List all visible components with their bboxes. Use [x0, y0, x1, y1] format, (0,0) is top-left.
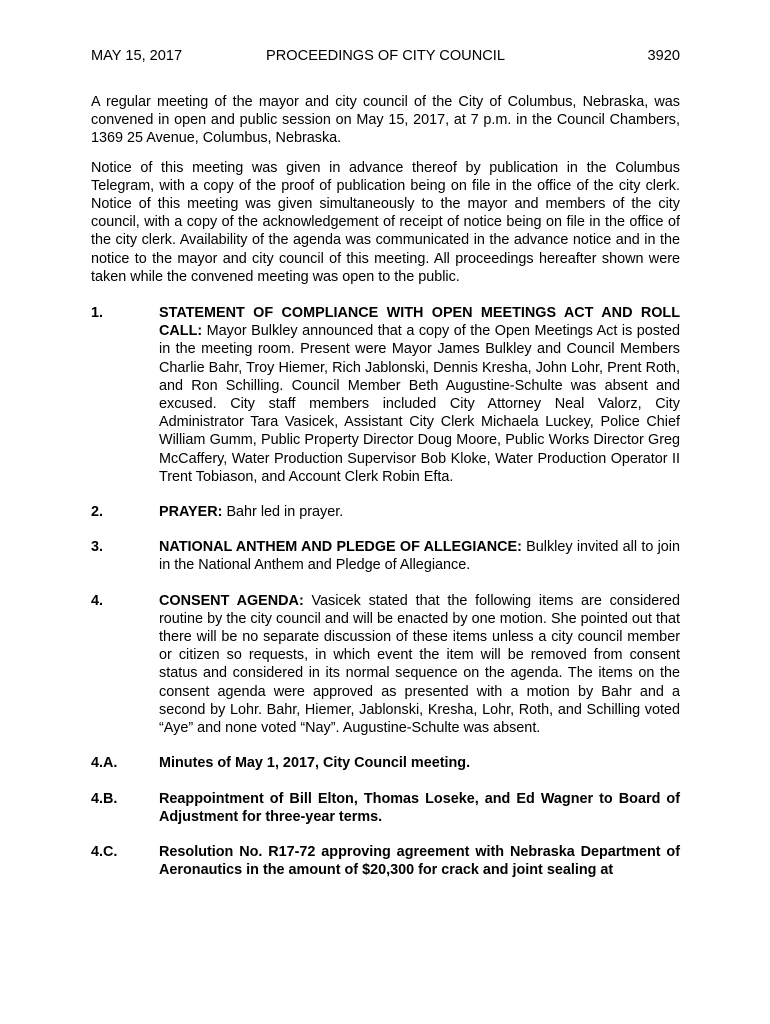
consent-item-4a	[91, 754, 680, 772]
document-body	[91, 93, 680, 896]
item-text: Minutes of May 1, 2017, City Council meeting.	[159, 755, 471, 772]
item-number: 4.A.	[91, 755, 118, 772]
item-text: Reappointment of Bill Elton, Thomas Loseke, and Ed Wagner to Board of Adjustment for three-year terms.	[159, 790, 680, 825]
item-label: STATEMENT OF COMPLIANCE WITH OPEN MEETINGS ACT AND ROLL CALL:	[159, 305, 680, 340]
item-text: Mayor Bulkley announced that a copy of the Open Meetings Act is posted in the meeting room. Present were Mayor James Bulkley and Council Members Charlie Bahr, Troy Hiemer, Rich Jablonski, Dennis Kresha, John Lohr, Prent Roth, and Ron Schilling. Council Member Beth Augustine-Schulte was absent and excused. City staff members included City Attorney Neal Valorz, City Administrator Tara Vasicek, Assistant City Clerk Michaela Luckey, Police Chief William Gumm, Public Property Director Doug Moore, Public Works Director Greg McCaffery, Water Production Supervisor Bob Kloke, Water Production Operator II Trent Tobiason, and Account Clerk Robin Efta.	[159, 323, 680, 485]
agenda-item-2	[91, 503, 680, 521]
item-text: Bahr led in prayer.	[222, 504, 344, 521]
header-date: MAY 15, 2017	[91, 48, 183, 64]
item-body	[159, 503, 680, 521]
item-text: Resolution No. R17-72 approving agreement with Nebraska Department of Aeronautics in the amount of $20,300 for crack and joint sealing at	[159, 843, 680, 879]
item-number: 2.	[91, 504, 104, 521]
item-number: 3.	[91, 539, 104, 556]
item-number: 1.	[91, 305, 104, 322]
agenda-item-1	[91, 304, 680, 486]
agenda-item-4	[91, 592, 680, 738]
item-label: NATIONAL ANTHEM AND PLEDGE OF ALLEGIANCE:	[159, 539, 522, 556]
item-number: 4.	[91, 592, 104, 609]
page-header	[91, 47, 680, 67]
consent-item-4b	[91, 790, 680, 826]
consent-item-4c	[91, 843, 680, 879]
item-label: PRAYER:	[159, 504, 223, 521]
item-label: CONSENT AGENDA:	[159, 592, 304, 609]
header-page-number: 3920	[647, 48, 680, 64]
item-body	[159, 592, 680, 738]
item-number: 4.C.	[91, 843, 118, 860]
notice-paragraph: Notice of this meeting was given in advance thereof by publication in the Columbus Telegram, with a copy of the proof of publication being on file in the office of the city clerk. Notice of this meeting was given simultaneously to the mayor and members of the city council, with a copy of the acknowledgement of receipt of notice being on file in the office of the city clerk. Availability of the agenda was communicated in the advance notice and in the notice to the mayor and city council of this meeting. All proceedings hereafter shown were taken while the convened meeting was open to the public.	[91, 159, 680, 285]
item-body	[159, 304, 680, 486]
header-title: PROCEEDINGS OF CITY COUNCIL	[266, 48, 505, 64]
item-text: Vasicek stated that the following items are considered routine by the city council and will be enacted by one motion. She pointed out that there will be no separate discussion of these items unless a city council member or citizen so requests, in which event the item will be removed from consent status and considered in its normal sequence on the agenda. The items on the consent agenda were approved as presented with a motion by Bahr and a second by Lohr. Bahr, Hiemer, Jablonski, Kresha, Lohr, Roth, and Schilling voted “Aye” and none voted “Nay”. Augustine-Schulte was absent.	[159, 592, 680, 737]
item-number: 4.B.	[91, 790, 118, 807]
item-text: Bulkley invited all to join in the National Anthem and Pledge of Allegiance.	[159, 539, 680, 574]
intro-paragraph: A regular meeting of the mayor and city council of the City of Columbus, Nebraska, was convened in open and public session on May 15, 2017, at 7 p.m. in the Council Chambers, 1369 25 Avenue, Columbus, Nebraska.	[91, 94, 680, 147]
agenda-item-3	[91, 538, 680, 574]
item-body	[159, 538, 680, 574]
